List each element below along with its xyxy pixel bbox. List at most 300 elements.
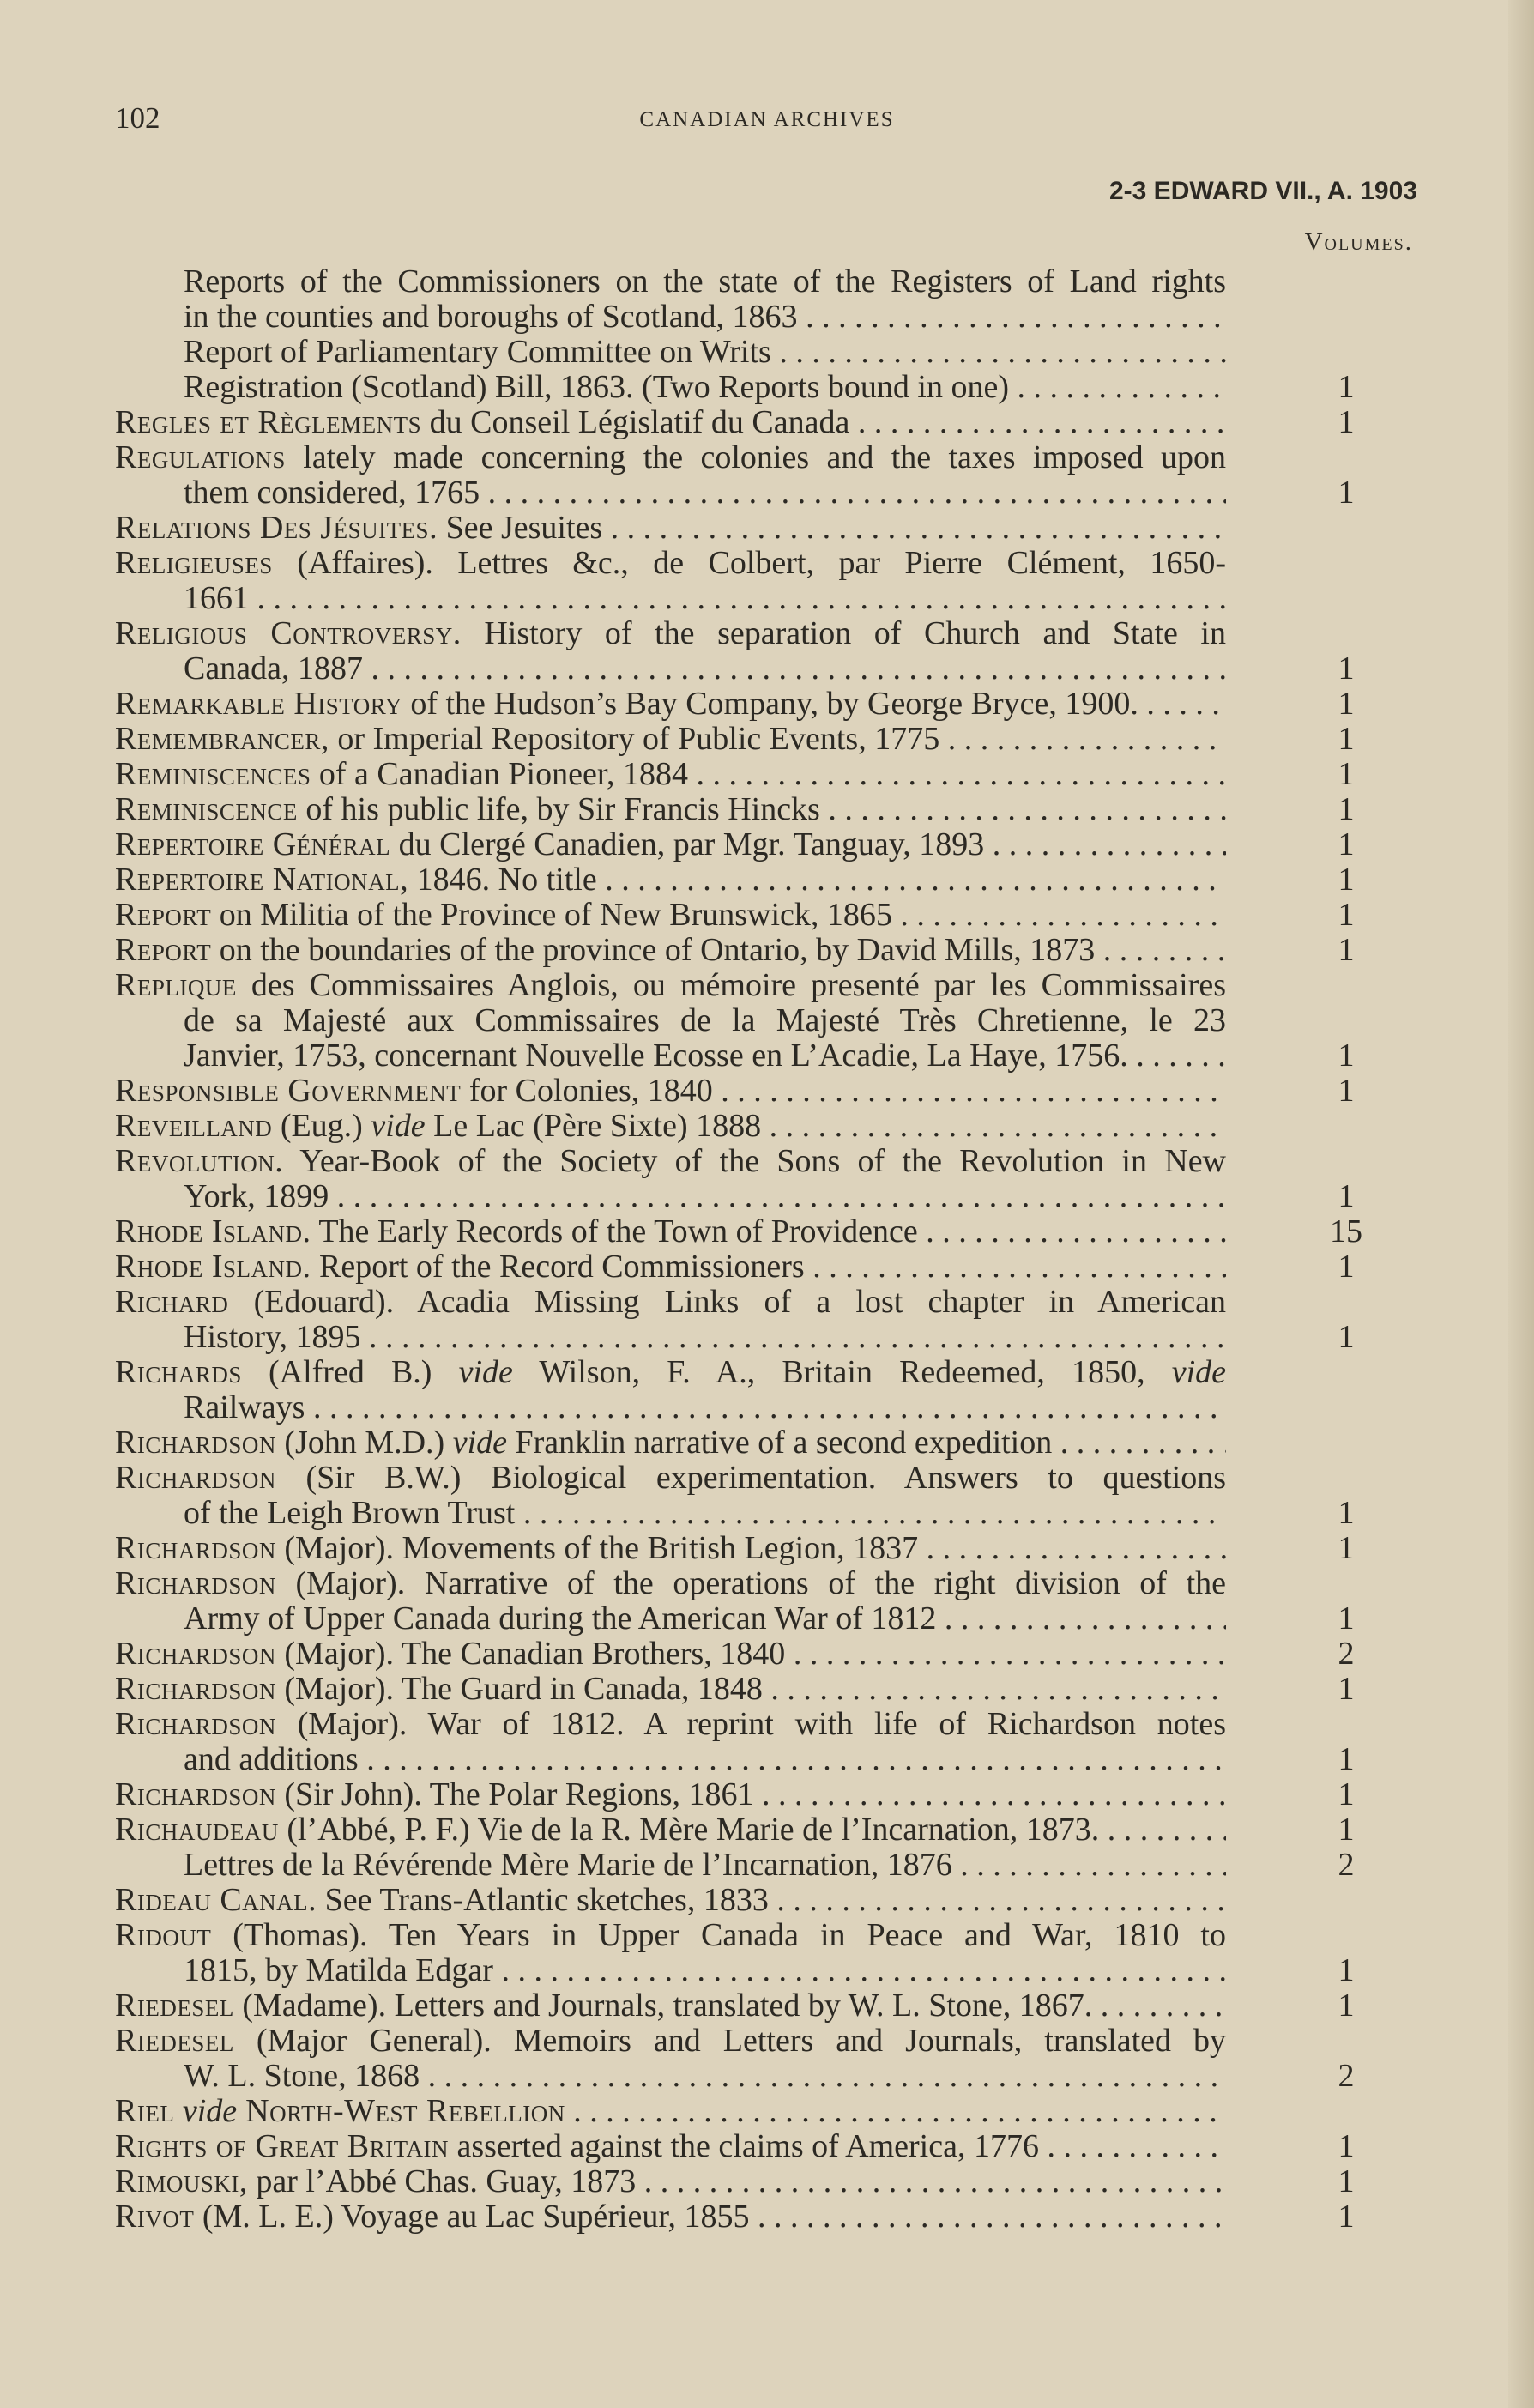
entry-heading: Remembrancer, bbox=[115, 722, 329, 757]
entry-line bbox=[115, 616, 1368, 651]
volume-count: 1 bbox=[1338, 404, 1355, 440]
catalogue-entry bbox=[115, 1109, 1368, 1144]
entry-text-part: (Eug.) bbox=[272, 1109, 371, 1144]
entry-text-run bbox=[115, 1531, 918, 1566]
entry-line bbox=[115, 475, 1368, 511]
entry-text-run bbox=[115, 1883, 769, 1918]
entry-text-part: in the counties and boroughs of Scotland, 1863 bbox=[184, 299, 798, 335]
entry-text bbox=[115, 1672, 1226, 1707]
catalogue-entry bbox=[115, 1988, 1368, 2024]
entry-line bbox=[115, 792, 1368, 827]
entry-line bbox=[115, 1074, 1368, 1109]
catalogue-entry bbox=[115, 1707, 1368, 1777]
entry-heading: Reminiscences bbox=[115, 757, 311, 792]
entry-heading: Richardson bbox=[115, 1531, 276, 1566]
entry-text-run bbox=[115, 862, 597, 898]
catalogue-entry bbox=[115, 1848, 1368, 1883]
entry-text-part: of the Hudson’s Bay Company, by George Bryce, 1900. bbox=[402, 687, 1138, 722]
entry-text bbox=[115, 827, 1226, 862]
catalogue-entry bbox=[115, 1637, 1368, 1672]
catalogue-entry bbox=[115, 2199, 1368, 2235]
entry-text bbox=[184, 299, 1226, 335]
entry-text-part: Canada, 1887 bbox=[184, 651, 363, 687]
entry-text bbox=[115, 1285, 1226, 1320]
entry-line bbox=[115, 1672, 1368, 1707]
entry-line bbox=[115, 370, 1368, 405]
entry-text bbox=[184, 1179, 1226, 1214]
entry-heading: Rhode Island. bbox=[115, 1249, 311, 1285]
entry-line bbox=[115, 933, 1368, 968]
entry-text bbox=[115, 2164, 1226, 2199]
catalogue-entry bbox=[115, 1918, 1368, 1988]
entry-text bbox=[115, 933, 1226, 968]
entry-text bbox=[115, 898, 1226, 933]
entry-heading: Revolution. bbox=[115, 1144, 284, 1179]
entry-text-run bbox=[115, 1144, 1226, 1179]
entry-heading: Richardson bbox=[115, 1461, 276, 1496]
entry-text bbox=[115, 757, 1226, 792]
entry-text bbox=[115, 1425, 1226, 1461]
entry-text-run bbox=[115, 2129, 1039, 2164]
entry-line bbox=[115, 546, 1368, 581]
catalogue-entry bbox=[115, 898, 1368, 933]
entry-line bbox=[115, 1918, 1368, 1953]
entry-text-run bbox=[115, 722, 939, 757]
catalogue-entry bbox=[115, 264, 1368, 335]
entry-text bbox=[115, 1988, 1226, 2024]
entry-heading: Richardson bbox=[115, 1637, 276, 1672]
entry-text bbox=[115, 1566, 1226, 1601]
catalogue-entry bbox=[115, 546, 1368, 616]
catalogue-entry bbox=[115, 1214, 1368, 1249]
entry-text bbox=[184, 1038, 1226, 1074]
entry-text-run bbox=[184, 1003, 1226, 1038]
entry-text bbox=[184, 1601, 1226, 1637]
entry-text bbox=[115, 1777, 1226, 1812]
entry-text-run bbox=[115, 792, 820, 827]
entry-line bbox=[115, 651, 1368, 687]
entry-line bbox=[115, 1355, 1368, 1390]
volume-count: 1 bbox=[1338, 2163, 1355, 2199]
entry-heading: Rimouski, bbox=[115, 2164, 248, 2199]
volume-count: 1 bbox=[1338, 1741, 1355, 1777]
entry-text-part: Le Lac (Père Sixte) 1888 bbox=[425, 1109, 762, 1144]
entry-text-run bbox=[115, 1918, 1226, 1953]
entry-heading: Religieuses bbox=[115, 546, 273, 581]
entry-text bbox=[184, 264, 1226, 299]
entry-text bbox=[115, 2024, 1226, 2059]
entry-line bbox=[115, 1109, 1368, 1144]
entry-text-run bbox=[115, 1214, 918, 1249]
entry-heading: Rivot bbox=[115, 2199, 195, 2235]
entry-text bbox=[184, 1848, 1226, 1883]
entry-line bbox=[115, 1496, 1368, 1531]
volume-count: 1 bbox=[1338, 1671, 1355, 1707]
entry-heading: Report bbox=[115, 933, 212, 968]
entry-text-run bbox=[115, 898, 892, 933]
entry-text bbox=[115, 2129, 1226, 2164]
catalogue-entry bbox=[115, 687, 1368, 722]
volume-count: 2 bbox=[1338, 1847, 1355, 1883]
entry-line bbox=[115, 1637, 1368, 1672]
entry-text bbox=[184, 1003, 1226, 1038]
session-heading: 2-3 EDWARD VII., A. 1903 bbox=[1108, 177, 1417, 205]
entry-text-run bbox=[184, 1848, 952, 1883]
entry-text-run bbox=[115, 1777, 753, 1812]
volume-count: 1 bbox=[1338, 862, 1355, 898]
entry-text-part: lately made concerning the colonies and the taxes imposed upon bbox=[285, 440, 1226, 475]
catalogue-entry bbox=[115, 1285, 1368, 1355]
entry-line bbox=[115, 264, 1368, 299]
entry-text-part: of a Canadian Pioneer, 1884 bbox=[311, 757, 688, 792]
entry-text-run bbox=[115, 1707, 1226, 1742]
entry-text-part: See Trans-Atlantic sketches, 1833 bbox=[317, 1883, 769, 1918]
entry-heading: Ridout bbox=[115, 1918, 212, 1953]
entry-text-run bbox=[184, 1742, 359, 1777]
entry-heading: Replique bbox=[115, 968, 237, 1003]
entry-text-part: Registration (Scotland) Bill, 1863. (Two Reports bound in one) bbox=[184, 370, 1010, 405]
catalogue-entry bbox=[115, 1777, 1368, 1812]
entry-line bbox=[115, 405, 1368, 440]
catalogue-entry bbox=[115, 792, 1368, 827]
entry-text-run bbox=[115, 2094, 565, 2129]
catalogue-entry bbox=[115, 1461, 1368, 1531]
volumes-column-head: Volumes. bbox=[1304, 228, 1413, 256]
entry-text-part: Report of the Record Commissioners bbox=[311, 1249, 805, 1285]
entry-text bbox=[184, 1742, 1226, 1777]
entry-text-run bbox=[115, 1425, 1052, 1461]
entry-text-run bbox=[115, 1637, 785, 1672]
entry-line bbox=[115, 1144, 1368, 1179]
entry-text-run bbox=[184, 1390, 305, 1425]
entry-text-run bbox=[184, 581, 249, 616]
entry-text bbox=[115, 1918, 1226, 1953]
entry-text-part: them considered, 1765 bbox=[184, 475, 480, 511]
catalogue-entry bbox=[115, 511, 1368, 546]
volume-count: 1 bbox=[1338, 2128, 1355, 2164]
entry-text-run bbox=[115, 968, 1226, 1003]
catalogue-entry bbox=[115, 405, 1368, 440]
catalogue-entry bbox=[115, 616, 1368, 687]
volume-count: 1 bbox=[1338, 475, 1355, 511]
entry-line bbox=[115, 2024, 1368, 2059]
entry-line bbox=[115, 1777, 1368, 1812]
entry-text-part: (Sir B.W.) Biological experimentation. Answers to questions bbox=[275, 1461, 1226, 1496]
page-number: 102 bbox=[115, 101, 160, 135]
entry-text bbox=[184, 1390, 1226, 1425]
entry-heading: Religious Controversy. bbox=[115, 616, 462, 651]
entry-text-run bbox=[184, 335, 771, 370]
catalogue-entry bbox=[115, 1074, 1368, 1109]
volume-count: 1 bbox=[1338, 1249, 1355, 1285]
entry-text-part: par l’Abbé Chas. Guay, 1873 bbox=[247, 2164, 637, 2199]
volume-count: 1 bbox=[1338, 1319, 1355, 1355]
entry-heading: Richardson bbox=[115, 1707, 276, 1742]
entry-text-part: and additions bbox=[184, 1742, 359, 1777]
volume-count: 1 bbox=[1338, 686, 1355, 722]
volume-count: 1 bbox=[1338, 791, 1355, 827]
entry-heading: Rideau Canal. bbox=[115, 1883, 317, 1918]
entry-line bbox=[115, 335, 1368, 370]
entry-text-run bbox=[184, 1320, 361, 1355]
entry-line bbox=[115, 898, 1368, 933]
entry-text bbox=[184, 651, 1226, 687]
entry-line bbox=[115, 2199, 1368, 2235]
catalogue-entry bbox=[115, 2164, 1368, 2199]
entry-line bbox=[115, 1566, 1368, 1601]
volume-count: 2 bbox=[1338, 1636, 1355, 1672]
entry-text bbox=[184, 370, 1226, 405]
entry-text-run bbox=[115, 1249, 805, 1285]
entry-text-run bbox=[115, 1461, 1226, 1496]
entry-text bbox=[115, 1074, 1226, 1109]
entry-text-run bbox=[184, 299, 798, 335]
entry-text-run bbox=[115, 933, 1095, 968]
entry-text-part: 1661 bbox=[184, 581, 249, 616]
entry-text-run bbox=[184, 651, 363, 687]
entry-text-run bbox=[184, 1953, 493, 1988]
entry-text-part: (Alfred B.) bbox=[241, 1355, 459, 1390]
entry-text-run bbox=[115, 2164, 636, 2199]
entry-text-part: (M. L. E.) Voyage au Lac Supérieur, 1855 bbox=[194, 2199, 750, 2235]
entry-line bbox=[115, 1812, 1368, 1848]
entry-heading: Responsible Government bbox=[115, 1074, 462, 1109]
entry-text bbox=[115, 1249, 1226, 1285]
entry-text-run bbox=[184, 475, 480, 511]
catalogue-entry bbox=[115, 1812, 1368, 1848]
entry-text-part: du Conseil Législatif du Canada bbox=[421, 405, 850, 440]
catalogue-entries bbox=[115, 264, 1368, 2235]
entry-text-run bbox=[115, 757, 688, 792]
entry-text bbox=[184, 1320, 1226, 1355]
entry-text-run bbox=[115, 2199, 749, 2235]
entry-text-run bbox=[184, 1038, 1128, 1074]
entry-heading: Rights of Great Britain bbox=[115, 2129, 449, 2164]
entry-text-part: de sa Majesté aux Commissaires de la Majesté Très Chretienne, le 23 bbox=[184, 1003, 1226, 1038]
volume-count: 1 bbox=[1338, 1073, 1355, 1109]
volume-count: 15 bbox=[1330, 1213, 1362, 1249]
entry-text-part: The Early Records of the Town of Providence bbox=[311, 1214, 918, 1249]
catalogue-entry bbox=[115, 1249, 1368, 1285]
volume-count: 1 bbox=[1338, 721, 1355, 757]
entry-text bbox=[115, 722, 1226, 757]
entry-text-part: for Colonies, 1840 bbox=[461, 1074, 713, 1109]
entry-heading: Richardson bbox=[115, 1566, 276, 1601]
entry-line bbox=[115, 1742, 1368, 1777]
entry-line bbox=[115, 1883, 1368, 1918]
entry-text bbox=[115, 2094, 1226, 2129]
entry-heading: Richardson bbox=[115, 1777, 276, 1812]
catalogue-entry bbox=[115, 1425, 1368, 1461]
entry-text-part: or Imperial Repository of Public Events, 1775 bbox=[329, 722, 940, 757]
entry-line bbox=[115, 1848, 1368, 1883]
entry-text-part: Year-Book of the Society of the Sons of the Revolution in New bbox=[283, 1144, 1226, 1179]
entry-text-part: Janvier, 1753, concernant Nouvelle Ecosse en L’Acadie, La Haye, 1756. bbox=[184, 1038, 1128, 1074]
entry-line bbox=[115, 1038, 1368, 1074]
volume-count: 1 bbox=[1338, 650, 1355, 687]
entry-text-part: See Jesuites bbox=[438, 511, 603, 546]
entry-text bbox=[115, 1461, 1226, 1496]
entry-heading: Richards bbox=[115, 1355, 242, 1390]
entry-text-part: (Affaires). Lettres &c., de Colbert, par Pierre Clément, 1650- bbox=[272, 546, 1226, 581]
entry-text-part: 1815, by Matilda Edgar bbox=[184, 1953, 493, 1988]
volume-count: 1 bbox=[1338, 932, 1355, 968]
entry-text bbox=[115, 1109, 1226, 1144]
entry-line bbox=[115, 687, 1368, 722]
entry-text-part: Army of Upper Canada during the American War of 1812 bbox=[184, 1601, 937, 1637]
entry-text-run bbox=[115, 2024, 1226, 2059]
entry-line bbox=[115, 511, 1368, 546]
entry-text bbox=[115, 1707, 1226, 1742]
entry-text-run bbox=[115, 405, 849, 440]
entry-text bbox=[115, 862, 1226, 898]
entry-line bbox=[115, 299, 1368, 335]
entry-line bbox=[115, 2129, 1368, 2164]
entry-heading: Richardson bbox=[115, 1425, 276, 1461]
entry-line bbox=[115, 1003, 1368, 1038]
catalogue-entry bbox=[115, 2129, 1368, 2164]
vide-marker: vide bbox=[371, 1109, 426, 1144]
entry-text-part: 1846. No title bbox=[408, 862, 597, 898]
entry-line bbox=[115, 722, 1368, 757]
entry-text-part: Lettres de la Révérende Mère Marie de l’Incarnation, 1876 bbox=[184, 1848, 952, 1883]
catalogue-entry bbox=[115, 370, 1368, 405]
catalogue-entry bbox=[115, 335, 1368, 370]
entry-text bbox=[115, 1214, 1226, 1249]
entry-text-part: Wilson, F. A., Britain Redeemed, 1850, bbox=[512, 1355, 1172, 1390]
entry-text bbox=[115, 511, 1226, 546]
entry-text-part bbox=[174, 2094, 183, 2129]
entry-line bbox=[115, 1707, 1368, 1742]
entry-text bbox=[115, 440, 1226, 475]
catalogue-entry bbox=[115, 1355, 1368, 1425]
entry-text bbox=[115, 792, 1226, 827]
entry-heading: Riedesel bbox=[115, 2024, 234, 2059]
entry-text-part: (Major). Narrative of the operations of the right division of the bbox=[275, 1566, 1226, 1601]
vide-marker: vide bbox=[458, 1355, 513, 1390]
entry-text bbox=[115, 687, 1226, 722]
entry-line bbox=[115, 827, 1368, 862]
entry-text-part: of his public life, by Sir Francis Hincks bbox=[297, 792, 820, 827]
entry-line bbox=[115, 968, 1368, 1003]
entry-text-run bbox=[115, 546, 1226, 581]
entry-line bbox=[115, 440, 1368, 475]
entry-heading: Report bbox=[115, 898, 212, 933]
entry-text bbox=[115, 1812, 1226, 1848]
entry-text bbox=[115, 1355, 1226, 1390]
entry-text-run bbox=[115, 511, 602, 546]
entry-text-run bbox=[184, 1601, 936, 1637]
entry-text-part: (l’Abbé, P. F.) Vie de la R. Mère Marie de l’Incarnation, 1873. bbox=[278, 1812, 1100, 1848]
entry-heading: Riel bbox=[115, 2094, 175, 2129]
catalogue-entry bbox=[115, 968, 1368, 1074]
entry-line bbox=[115, 1285, 1368, 1320]
entry-text-part: (Major). Movements of the British Legion, 1837 bbox=[275, 1531, 919, 1566]
catalogue-entry bbox=[115, 933, 1368, 968]
volume-count: 1 bbox=[1338, 1495, 1355, 1531]
entry-line bbox=[115, 1601, 1368, 1637]
entry-text bbox=[184, 335, 1226, 370]
entry-heading: Rhode Island. bbox=[115, 1214, 311, 1249]
volume-count: 1 bbox=[1338, 2199, 1355, 2235]
volume-count: 1 bbox=[1338, 1038, 1355, 1074]
volume-count: 1 bbox=[1338, 897, 1355, 933]
volume-count: 1 bbox=[1338, 756, 1355, 792]
entry-text-run bbox=[184, 264, 1226, 299]
vide-marker: vide bbox=[452, 1425, 507, 1461]
entry-line bbox=[115, 1179, 1368, 1214]
entry-text bbox=[115, 405, 1226, 440]
catalogue-entry bbox=[115, 1566, 1368, 1637]
entry-text bbox=[184, 2059, 1226, 2094]
volume-count: 1 bbox=[1338, 369, 1355, 405]
volume-count: 1 bbox=[1338, 1988, 1355, 2024]
catalogue-entry bbox=[115, 757, 1368, 792]
entry-text bbox=[115, 616, 1226, 651]
entry-text-part: History of the separation of Church and State in bbox=[461, 616, 1226, 651]
entry-text-run bbox=[184, 2059, 420, 2094]
entry-text bbox=[184, 475, 1226, 511]
entry-text-part: on Militia of the Province of New Brunswick, 1865 bbox=[211, 898, 892, 933]
entry-heading: Repertoire Général bbox=[115, 827, 391, 862]
entry-line bbox=[115, 862, 1368, 898]
volume-count: 1 bbox=[1338, 1178, 1355, 1214]
entry-text-run bbox=[184, 370, 1009, 405]
vide-marker: vide bbox=[182, 2094, 238, 2129]
catalogue-entry bbox=[115, 722, 1368, 757]
entry-heading: Riedesel bbox=[115, 1988, 234, 2024]
entry-line bbox=[115, 2059, 1368, 2094]
entry-line bbox=[115, 1953, 1368, 1988]
entry-text-part: History, 1895 bbox=[184, 1320, 361, 1355]
volume-count: 1 bbox=[1338, 1600, 1355, 1637]
entry-line bbox=[115, 1390, 1368, 1425]
entry-text-part: (Edouard). Acadia Missing Links of a lost chapter in American bbox=[228, 1285, 1226, 1320]
entry-line bbox=[115, 2094, 1368, 2129]
entry-text-part: (Major). The Guard in Canada, 1848 bbox=[275, 1672, 763, 1707]
entry-heading: Richardson bbox=[115, 1672, 276, 1707]
entry-text-run bbox=[115, 1355, 1226, 1390]
entry-text-part: (John M.D.) bbox=[275, 1425, 453, 1461]
entry-text bbox=[115, 1883, 1226, 1918]
entry-line bbox=[115, 1249, 1368, 1285]
entry-text-run bbox=[115, 1074, 713, 1109]
volume-count: 1 bbox=[1338, 826, 1355, 862]
entry-text-run bbox=[115, 440, 1226, 475]
entry-text-part: asserted against the claims of America, 1776 bbox=[448, 2129, 1039, 2164]
catalogue-entry bbox=[115, 1883, 1368, 1918]
entry-text-part: (Major). The Canadian Brothers, 1840 bbox=[275, 1637, 786, 1672]
entry-line bbox=[115, 1214, 1368, 1249]
volume-count: 1 bbox=[1338, 1812, 1355, 1848]
entry-heading: Reminiscence bbox=[115, 792, 298, 827]
entry-text-part: (Madame). Letters and Journals, translated by W. L. Stone, 1867. bbox=[233, 1988, 1093, 2024]
entry-text-run bbox=[184, 1496, 515, 1531]
entry-text-part: Report of Parliamentary Committee on Writs bbox=[184, 335, 771, 370]
catalogue-entry bbox=[115, 440, 1368, 511]
entry-text-run bbox=[115, 1109, 761, 1144]
entry-line bbox=[115, 757, 1368, 792]
catalogue-entry bbox=[115, 827, 1368, 862]
catalogue-entry bbox=[115, 862, 1368, 898]
entry-text bbox=[115, 1531, 1226, 1566]
entry-text-part: Franklin narrative of a second expedition bbox=[507, 1425, 1053, 1461]
entry-heading: Remarkable History bbox=[115, 687, 402, 722]
volume-count: 1 bbox=[1338, 1952, 1355, 1988]
entry-text-part: W. L. Stone, 1868 bbox=[184, 2059, 420, 2094]
entry-text-part: Railways bbox=[184, 1390, 305, 1425]
entry-text bbox=[115, 546, 1226, 581]
